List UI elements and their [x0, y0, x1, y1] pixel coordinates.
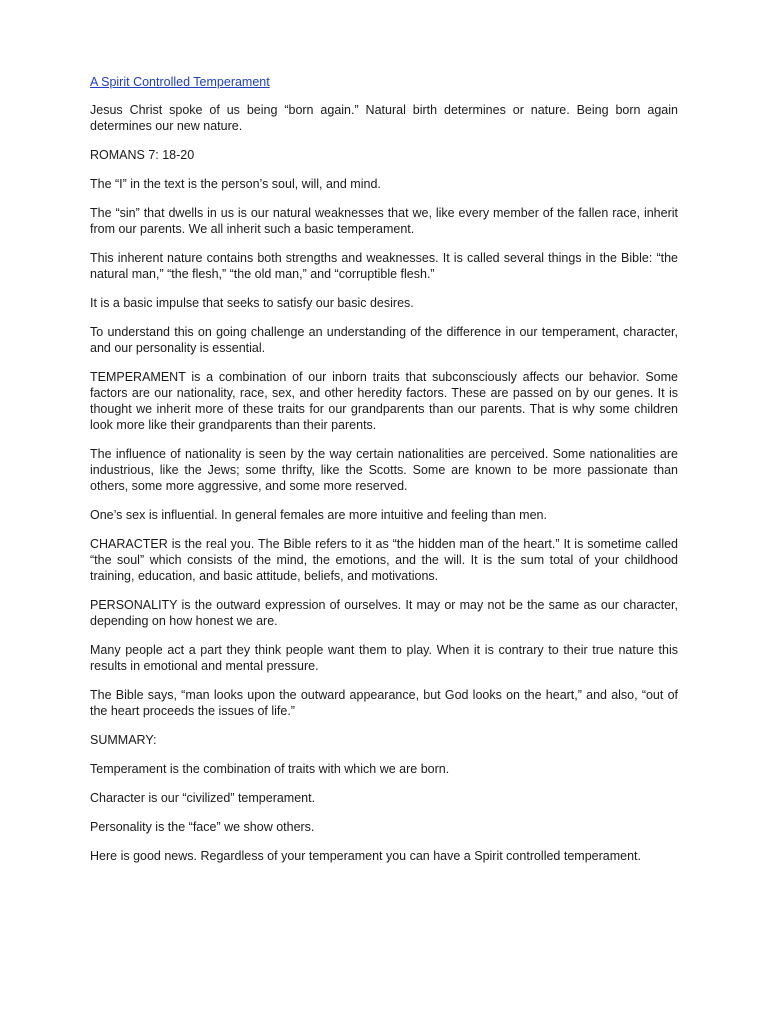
paragraph-sex: One’s sex is influential. In general females are more intuitive and feeling than men. [90, 508, 547, 522]
paragraph-temperament: TEMPERAMENT is a combination of our inborn traits that subconsciously affects our behavior. Some factors are our nationality, race, sex, and other heredity factors. These are passed on by our genes. It is thought we inherit more of these traits for our grandparents than our parents. That is why some children look more like their grandparents than their parents. [90, 370, 678, 432]
paragraph-personality: PERSONALITY is the outward expression of ourselves. It may or may not be the same as our character, depending on how honest we are. [90, 598, 678, 628]
paragraph-good-news: Here is good news. Regardless of your temperament you can have a Spirit controlled temperament. [90, 849, 641, 863]
paragraph-basic-impulse: It is a basic impulse that seeks to satisfy our basic desires. [90, 296, 414, 310]
summary-character: Character is our “civilized” temperament. [90, 791, 316, 805]
summary-temperament: Temperament is the combination of traits with which we are born. [90, 762, 450, 776]
paragraph-sin: The “sin” that dwells in us is our natural weaknesses that we, like every member of the fallen race, inherit from our parents. We all inherit such a basic temperament. [90, 206, 678, 236]
scripture-reference: ROMANS 7: 18-20 [90, 148, 195, 162]
paragraph-the-i: The “I” in the text is the person’s soul, will, and mind. [90, 177, 381, 191]
paragraph-character: CHARACTER is the real you. The Bible refers to it as “the hidden man of the heart.” It is sometime called “the soul” which consists of the mind, the emotions, and the will. It is the sum total of your childhood training, education, and basic attitude, beliefs, and motivations. [90, 537, 678, 583]
paragraph-act-a-part: Many people act a part they think people want them to play. When it is contrary to their true nature this results in emotional and mental pressure. [90, 643, 678, 673]
paragraph-inherent-nature: This inherent nature contains both strengths and weaknesses. It is called several things in the Bible: “the natural man,” “the flesh,” “the old man,” and “corruptible flesh.” [90, 251, 678, 281]
summary-personality: Personality is the “face” we show others. [90, 820, 315, 834]
paragraph-nationality: The influence of nationality is seen by the way certain nationalities are perceived. Some nationalities are industrious, like the Jews; some thrifty, like the Scotts. Some are known to be more passionate than others, some more aggressive, and some more reserved. [90, 447, 678, 493]
paragraph-bible-says: The Bible says, “man looks upon the outward appearance, but God looks on the heart,” and also, “out of the heart proceeds the issues of life.” [90, 688, 678, 718]
paragraph-understand: To understand this on going challenge an understanding of the difference in our temperament, character, and our personality is essential. [90, 325, 678, 355]
paragraph-born-again: Jesus Christ spoke of us being “born again.” Natural birth determines or nature. Being born again determines our new nature. [90, 103, 678, 133]
document-title-link[interactable]: A Spirit Controlled Temperament [90, 75, 270, 89]
summary-heading: SUMMARY: [90, 733, 157, 747]
